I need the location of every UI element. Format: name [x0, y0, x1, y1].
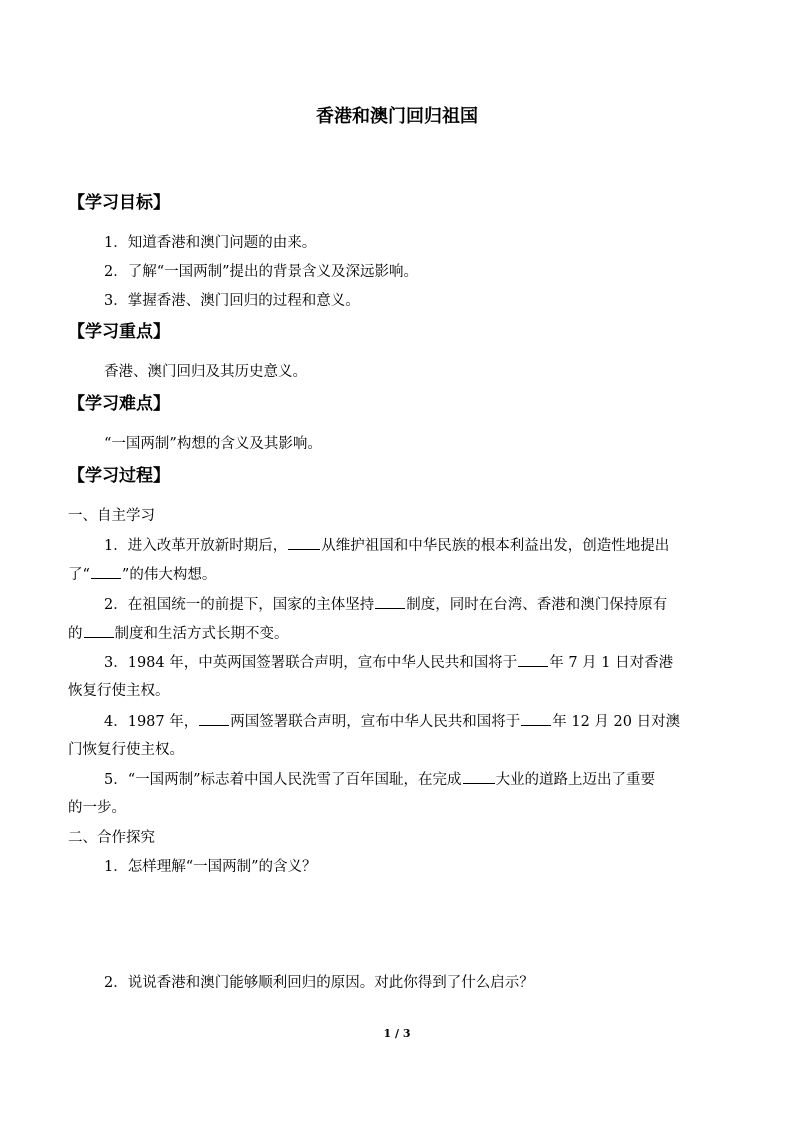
page-number: 1 / 3	[383, 1027, 411, 1040]
question-2-line-2: 的 制度和生活方式长期不变。	[68, 622, 289, 645]
fill-blank[interactable]	[84, 622, 114, 638]
question-4-line-2: 门恢复行使主权。	[68, 742, 184, 758]
focus-text: 香港、澳门回归及其历史意义。	[104, 364, 307, 380]
discussion-question-2: 2．说说香港和澳门能够顺利回归的原因。对此你得到了什么启示？	[104, 975, 534, 991]
question-5-line-2: 的一步。	[68, 800, 126, 816]
question-3-line-2: 恢复行使主权。	[68, 683, 170, 699]
question-2-line-1: 2．在祖国统一的前提下，国家的主体坚持 制度，同时在台湾、香港和澳门保持原有	[104, 593, 667, 616]
fill-blank[interactable]	[518, 651, 548, 667]
section-heading-process: 【学习过程】	[68, 466, 170, 486]
question-3-line-1: 3．1984 年，中英两国签署联合声明，宣布中华人民共和国将于 年 7 月 1 日对香港	[104, 651, 673, 674]
fill-blank[interactable]	[288, 534, 320, 550]
fill-blank[interactable]	[521, 710, 551, 726]
section-heading-goals: 【学习目标】	[68, 193, 170, 213]
fill-blank[interactable]	[463, 768, 495, 784]
goal-item-3: 3．掌握香港、澳门回归的过程和意义。	[104, 293, 360, 309]
question-4-line-1: 4．1987 年， 两国签署联合声明，宣布中华人民共和国将于 年 12 月 20 日对澳	[104, 710, 680, 733]
goal-item-2: 2．了解“一国两制”提出的背景含义及深远影响。	[104, 264, 419, 280]
question-1-line-2: 了“ ”的伟大构想。	[68, 563, 216, 586]
fill-blank[interactable]	[91, 563, 121, 579]
page-title: 香港和澳门回归祖国	[316, 106, 478, 127]
section-heading-difficulty: 【学习难点】	[68, 394, 170, 414]
fill-blank[interactable]	[375, 593, 405, 609]
difficulty-text: “一国两制”构想的含义及其影响。	[104, 436, 322, 452]
question-5-line-1: 5．“一国两制”标志着中国人民洗雪了百年国耻，在完成 大业的道路上迈出了重要	[104, 768, 655, 791]
discussion-question-1: 1．怎样理解“一国两制”的含义？	[104, 859, 317, 875]
question-1-line-1: 1．进入改革开放新时期后， 从维护祖国和中华民族的根本利益出发，创造性地提出	[104, 534, 669, 557]
goal-item-1: 1．知道香港和澳门问题的由来。	[104, 235, 317, 251]
part2-heading: 二、合作探究	[68, 830, 155, 846]
part1-heading: 一、自主学习	[68, 508, 155, 524]
fill-blank[interactable]	[199, 710, 229, 726]
section-heading-focus: 【学习重点】	[68, 322, 170, 342]
